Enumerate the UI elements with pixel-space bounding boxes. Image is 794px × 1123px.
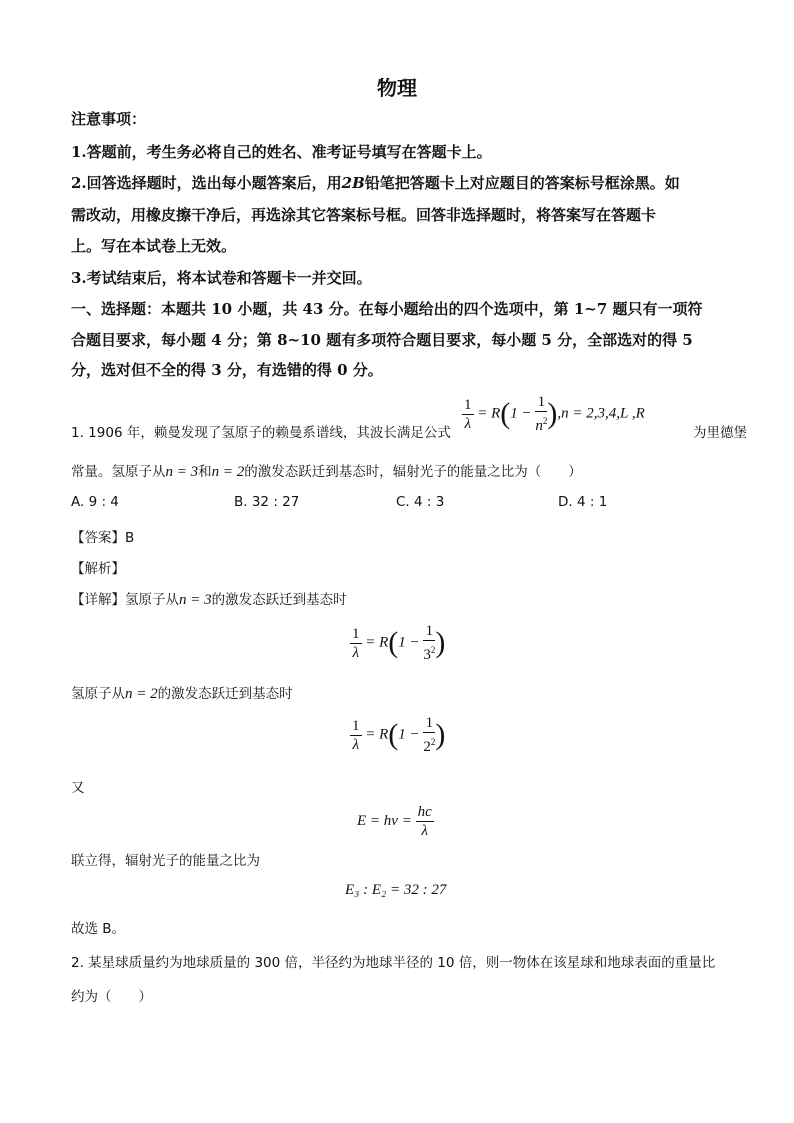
q1-combine: 联立得，辐射光子的能量之比为 bbox=[71, 853, 260, 869]
equation-energy: E = hν = $\frac{hc}{\lambda}$ bbox=[357, 804, 432, 839]
q1-detail: 【详解】氢原子从n = 3的激发态跃迁到基态时 bbox=[71, 592, 347, 608]
notice-item-3: 3.考试结束后，将本试卷和答题卡一并交回。 bbox=[71, 269, 372, 287]
notice-heading: 注意事项： bbox=[71, 110, 147, 128]
q1-stem-end: 为里德堡 bbox=[693, 425, 747, 441]
q1-stem-line-2: 常量。氢原子从n = 3和n = 2的激发态跃迁到基态时，辐射光子的能量之比为（ ） bbox=[71, 464, 582, 480]
q2-stem-line-1: 2. 某星球质量约为地球质量的 300 倍，半径约为地球半径的 10 倍，则一物体在该星球和地球表面的重量比 bbox=[71, 955, 716, 971]
q1-also: 又 bbox=[71, 780, 85, 796]
q1-option-d: D. 4 : 1 bbox=[558, 494, 608, 510]
section-heading-line-2: 合题目要求，每小题 4 分；第 8~10 题有多项符合题目要求，每小题 5 分，全部选对的得 5 bbox=[71, 331, 693, 349]
q1-answer: 【答案】B bbox=[71, 530, 135, 546]
q1-stem: 1. 1906 年，赖曼发现了氢原子的赖曼系谱线，其波长满足公式 bbox=[71, 425, 451, 441]
page-title: 物理 bbox=[377, 76, 417, 100]
section-heading-line-1: 一、选择题：本题共 10 小题，共 43 分。在每小题给出的四个选项中，第 1~7 题只有一项符 bbox=[71, 300, 703, 318]
notice-item-2-line-2: 需改动，用橡皮擦干净后，再选涂其它答案标号框。回答非选择题时，将答案写在答题卡 bbox=[71, 206, 657, 224]
section-heading-line-3: 分，选对但不全的得 3 分，有选错的得 0 分。 bbox=[71, 361, 383, 379]
q1-option-c: C. 4 : 3 bbox=[396, 494, 445, 510]
notice-item-2-line-3: 上。写在本试卷上无效。 bbox=[71, 237, 237, 255]
notice-item-1: 1.答题前，考生务必将自己的姓名、准考证号填写在答题卡上。 bbox=[71, 143, 492, 161]
equation-n3: $\frac{1}{\lambda}$ = R(1 − $\frac{1}{3^2}$ ) bbox=[352, 623, 446, 663]
equation-n2: $\frac{1}{\lambda}$ = R(1 − $\frac{1}{2^2}$ ) bbox=[352, 715, 446, 755]
q1-option-a: A. 9 : 4 bbox=[71, 494, 119, 510]
q1-option-b: B. 32 : 27 bbox=[234, 494, 300, 510]
q2-stem-line-2: 约为（ ） bbox=[71, 989, 152, 1005]
q1-mid-1: 氢原子从n = 2的激发态跃迁到基态时 bbox=[71, 686, 293, 702]
q1-conclusion: 故选 B。 bbox=[71, 921, 126, 937]
q1-analysis-label: 【解析】 bbox=[71, 561, 125, 577]
equation-ratio: E₃ : E₂ = 32 : 27 bbox=[345, 882, 447, 898]
rydberg-formula: $\frac{1}{\lambda}$ = R(1 − $\frac{1}{n^2}$ ),n = 2,3,4,L ,R bbox=[464, 394, 645, 434]
notice-item-2: 2.回答选择题时，选出每小题答案后，用2B铅笔把答题卡上对应题目的答案标号框涂黑。如 bbox=[71, 174, 680, 192]
